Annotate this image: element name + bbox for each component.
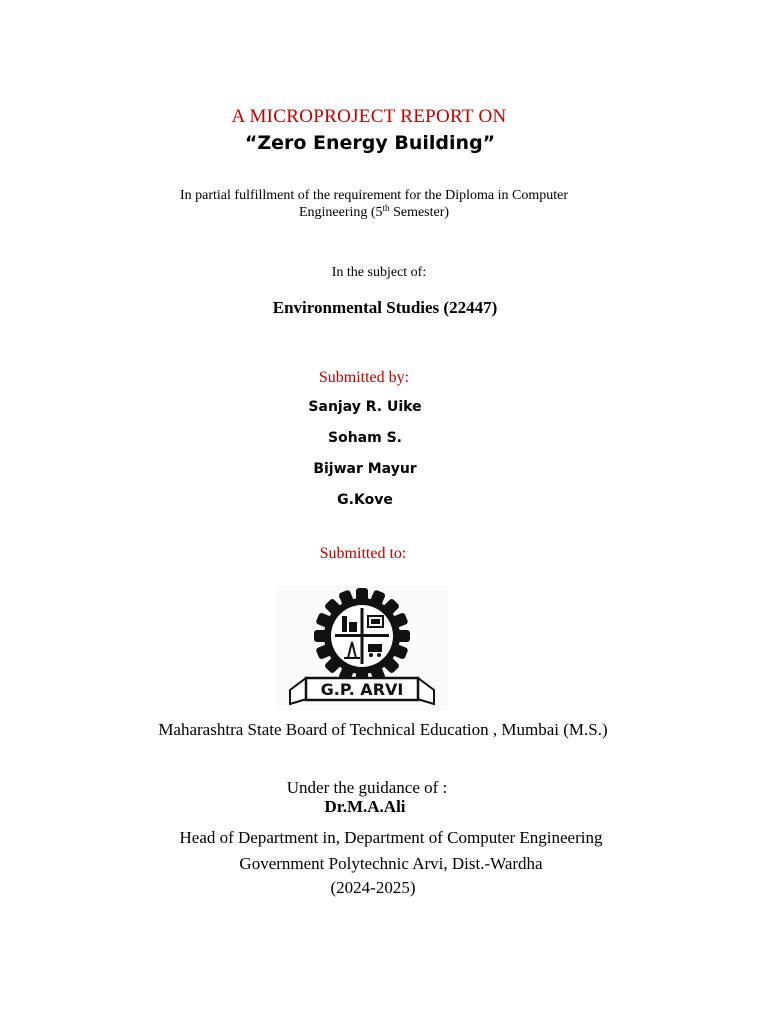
- fulfillment-line-1: In partial fulfillment of the requirement for the Diploma in Computer: [179, 188, 568, 203]
- member-name: G.Kove: [337, 492, 393, 508]
- academic-year: (2024-2025): [330, 878, 416, 897]
- fulfillment-line-2-pre: Engineering (5: [298, 205, 383, 220]
- guidance-label: Under the guidance of :: [286, 778, 448, 797]
- semester-superscript: th: [382, 203, 390, 213]
- institute-logo: [276, 586, 448, 710]
- fulfillment-line-2-post: Semester): [389, 205, 450, 220]
- project-title: “Zero Energy Building”: [244, 132, 496, 154]
- logo-text: G.P. ARVI: [320, 680, 404, 699]
- subject-intro: In the subject of:: [331, 265, 427, 280]
- member-name: Soham S.: [328, 430, 402, 446]
- submitted-to-label: Submitted to:: [319, 545, 407, 562]
- member-name: Bijwar Mayur: [313, 461, 417, 477]
- institute-name: Government Polytechnic Arvi, Dist.-Wardha: [239, 854, 543, 873]
- guide-name: Dr.M.A.Ali: [324, 797, 406, 816]
- member-name: Sanjay R. Uike: [308, 399, 422, 415]
- submitted-by-label: Submitted by:: [318, 369, 410, 386]
- subject-name: Environmental Studies (22447): [272, 298, 498, 317]
- guide-designation: Head of Department in, Department of Computer Engineering: [179, 828, 603, 847]
- fulfillment-line-2: [0, 205, 758, 221]
- board-name: Maharashtra State Board of Technical Education , Mumbai (M.S.): [158, 720, 608, 739]
- report-heading: A MICROPROJECT REPORT ON: [231, 106, 507, 127]
